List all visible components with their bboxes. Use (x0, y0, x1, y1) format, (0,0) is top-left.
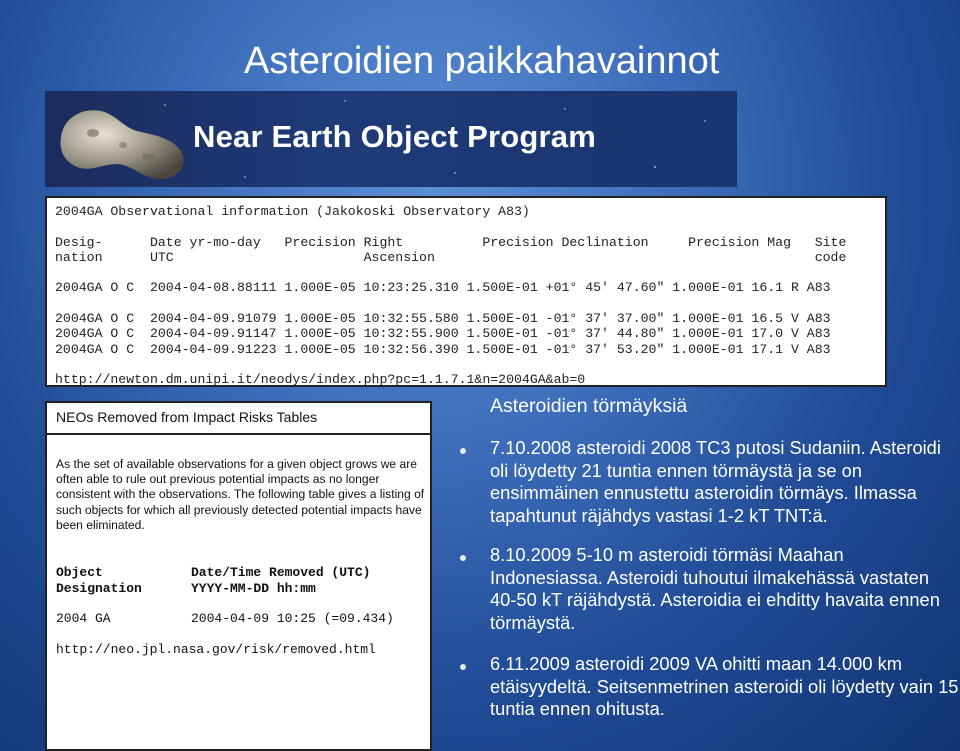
observations-header: 2004GA Observational information (Jakokoski Observatory A83) (55, 204, 530, 219)
observations-panel (45, 196, 887, 387)
bullet-icon (460, 664, 466, 670)
banner-title: Near Earth Object Program (193, 119, 596, 154)
observation-row: 2004GA O C 2004-04-09.91147 1.000E-05 10:32:55.900 1.500E-01 -01° 37' 44.80" 1.000E-01 17.0 V A83 (55, 326, 831, 342)
impacts-heading: Asteroidien törmäyksiä (490, 395, 688, 417)
bullet-text: 7.10.2008 asteroidi 2008 TC3 putosi Sudaniin. Asteroidi oli löydetty 21 tuntia ennen törmäystä ja se on ensimmäinen ennustettu asteroidin törmäys. Ilmassa tapahtunut räjähdys vastasi 1-2 kT TNT:ä. (490, 437, 941, 526)
observations-url: http://newton.dm.unipi.it/neodys/index.php?pc=1.1.7.1&n=2004GA&ab=0 (55, 372, 586, 388)
asteroid-icon (53, 97, 193, 187)
neo-program-banner (45, 91, 737, 187)
observations-column-header: nation UTC Ascension code (55, 249, 847, 265)
row-date: 2004-04-09 10:25 (=09.434) (191, 611, 394, 626)
bullet-icon (460, 555, 466, 561)
removed-neos-panel (45, 401, 432, 751)
observations-column-header: Desig- Date yr-mo-day Precision Right Precision Declination Precision Mag Site (55, 234, 847, 250)
table-header-date: Date/Time Removed (UTC) (191, 565, 371, 580)
observation-row: 2004GA O C 2004-04-09.91223 1.000E-05 10:32:56.390 1.500E-01 -01° 37' 53.20" 1.000E-01 17.1 V A83 (55, 341, 831, 357)
table-header-object: Object (56, 565, 103, 580)
bullet-icon (460, 448, 466, 454)
observation-row: 2004GA O C 2004-04-08.88111 1.000E-05 10:23:25.310 1.500E-01 +01° 45' 47.60" 1.000E-01 16.1 R A83 (55, 280, 831, 296)
removed-description: As the set of available observations for a given object grows we are often able to rule out previous potential impacts as no longer consistent with the observations. The following table gives a listing of such objects for which all previously detected potential impacts have been eliminated. (56, 457, 425, 532)
slide-title: Asteroidien paikkahavainnot (244, 40, 720, 82)
row-object: 2004 GA (56, 611, 111, 626)
table-header-designation: Designation (56, 581, 142, 596)
divider (47, 433, 430, 435)
bullet-text: 6.11.2009 asteroidi 2009 VA ohitti maan 14.000 km etäisyydeltä. Seitsenmetrinen asteroidi oli löydetty vain 15 tuntia ennen ohitusta. (490, 653, 959, 720)
bullet-text: 8.10.2009 5-10 m asteroidi törmäsi Maahan Indonesiassa. Asteroidi tuhoutui ilmakehässä vastaten 40-50 kT räjähdystä. Asteroidia ei ehditty havaita ennen törmäystä. (490, 544, 940, 633)
removed-url: http://neo.jpl.nasa.gov/risk/removed.html (56, 642, 376, 657)
observation-row: 2004GA O C 2004-04-09.91079 1.000E-05 10:32:55.580 1.500E-01 -01° 37' 37.00" 1.000E-01 16.5 V A83 (55, 311, 831, 327)
table-header-format: YYYY-MM-DD hh:mm (191, 581, 316, 596)
removed-panel-title: NEOs Removed from Impact Risks Tables (56, 409, 318, 425)
